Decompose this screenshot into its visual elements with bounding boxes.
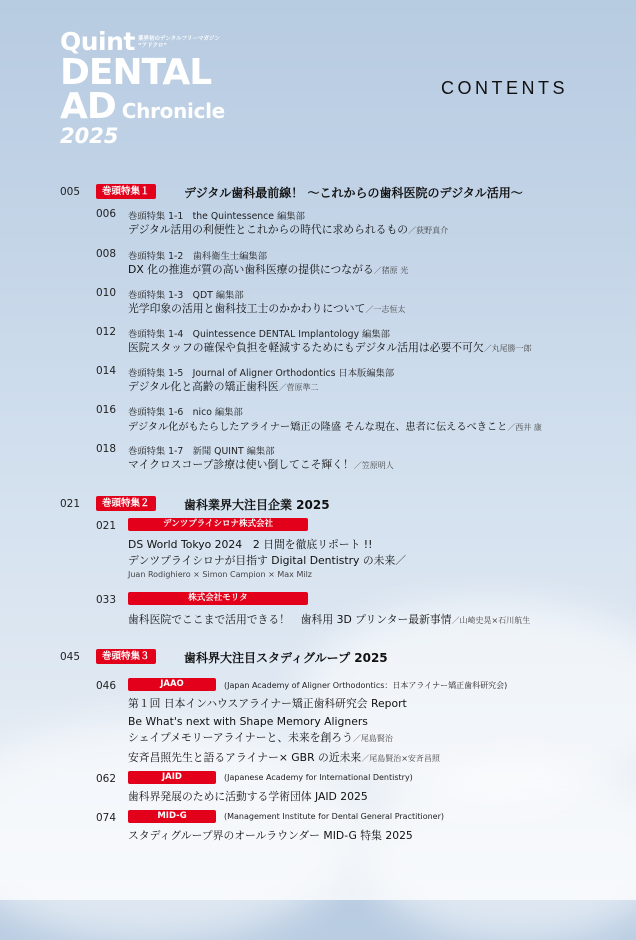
company-bar: 株式会社モリタ <box>128 592 308 605</box>
company-bar: デンツプライシロナ株式会社 <box>128 518 308 531</box>
section-title: デジタル歯科最前線！ ～これからの歯科医院のデジタル活用～ <box>184 186 523 200</box>
item-label: 巻頭特集 1-6 nico 編集部 <box>128 407 243 418</box>
item-title: マイクロスコープ診療は使い倒してこそ輝く！／笠原明人 <box>128 458 394 471</box>
logo-ad: AD <box>60 86 116 127</box>
item-author: ／丸尾勝一郎 <box>483 344 532 353</box>
item-label: 巻頭特集 1-1 the Quintessence 編集部 <box>128 211 305 222</box>
item-page-number: 074 <box>96 812 117 824</box>
item-authors: Juan Rodighiero × Simon Campion × Max Milz <box>128 570 312 579</box>
item-page-number: 008 <box>96 248 117 260</box>
item-page-number: 016 <box>96 404 117 416</box>
item-page-number: 012 <box>96 326 117 338</box>
item-author: ／菅原準二 <box>278 383 319 392</box>
item-title: 歯科医院でここまで活用できる！ 歯科用 3D プリンター最新事情／山崎史晃×石川航生 <box>128 613 531 626</box>
item-title: 安斉昌照先生と語るアライナー× GBR の近未来／尾島賢治×安斉昌照 <box>128 751 440 764</box>
contents-heading: CONTENTS <box>441 78 568 98</box>
logo-quint: Quint <box>60 27 135 56</box>
logo-ad-row <box>60 86 225 127</box>
item-title: 歯科界発展のために活動する学術団体 JAID 2025 <box>128 790 368 803</box>
item-author: ／尾島賢治 <box>352 734 393 743</box>
item-title: デジタル化がもたらしたアライナー矯正の隆盛 そんな現在、患者に伝えるべきこと／西井 康 <box>128 422 542 433</box>
item-title: 第１回 日本インハウスアライナー矯正歯科研究会 Report <box>128 697 407 710</box>
magazine-logo <box>60 28 225 148</box>
section-page-number: 005 <box>60 186 81 198</box>
item-page-number: 018 <box>96 443 117 455</box>
item-subtitle: シェイプメモリーアライナーと、未来を創ろう／尾島賢治 <box>128 731 393 744</box>
group-bar: MID-G <box>128 810 216 823</box>
item-title: DS World Tokyo 2024 2 日間を徹底リポート !! <box>128 538 373 551</box>
item-title: Be What's next with Shape Memory Aligners <box>128 715 368 728</box>
section-page-number: 021 <box>60 498 81 510</box>
group-full-name: (Japanese Academy for International Dentistry) <box>224 773 413 782</box>
item-title: 医院スタッフの確保や負担を軽減するためにもデジタル活用は必要不可欠／丸尾勝一郎 <box>128 341 532 354</box>
item-author: ／西井 康 <box>507 423 542 432</box>
item-author: ／山崎史晃×石川航生 <box>451 616 531 625</box>
item-title: 光学印象の活用と歯科技工士のかかわりについて／一志恒太 <box>128 302 406 315</box>
item-author: ／笠原明人 <box>353 461 394 470</box>
item-label: 巻頭特集 1-7 新聞 QUINT 編集部 <box>128 446 275 457</box>
item-subtitle: デンツプライシロナが目指す Digital Dentistry の未来／ <box>128 554 407 567</box>
item-page-number: 021 <box>96 520 117 532</box>
item-page-number: 010 <box>96 287 117 299</box>
item-page-number: 006 <box>96 208 117 220</box>
section-badge: 巻頭特集２ <box>96 496 156 511</box>
section-badge: 巻頭特集３ <box>96 649 156 664</box>
item-page-number: 033 <box>96 594 117 606</box>
section-page-number: 045 <box>60 651 81 663</box>
item-author: ／猪原 光 <box>373 266 409 275</box>
item-author: ／荻野真介 <box>408 226 449 235</box>
item-label: 巻頭特集 1-2 歯科衛生士編集部 <box>128 251 267 262</box>
section-title: 歯科業界大注目企業 2025 <box>184 498 330 512</box>
item-page-number: 062 <box>96 773 117 785</box>
item-label: 巻頭特集 1-3 QDT 編集部 <box>128 290 244 301</box>
item-page-number: 046 <box>96 680 117 692</box>
item-page-number: 014 <box>96 365 117 377</box>
item-title: DX 化の推進が質の高い歯科医療の提供につながる／猪原 光 <box>128 263 409 276</box>
group-full-name: (Japan Academy of Aligner Orthodontics：日本アライナー矯正歯科研究会) <box>224 681 508 690</box>
logo-chronicle: Chronicle <box>121 99 225 123</box>
group-bar: JAAO <box>128 678 216 691</box>
item-author: ／尾島賢治×安斉昌照 <box>361 754 440 763</box>
group-bar: JAID <box>128 771 216 784</box>
logo-tagline: 業界初のデンタルフリーマガジン “アドクロ” <box>138 36 220 49</box>
item-title: デジタル活用の利便性とこれからの時代に求められるもの／荻野真介 <box>128 223 449 236</box>
logo-year: 2025 <box>60 124 119 148</box>
item-label: 巻頭特集 1-4 Quintessence DENTAL Implantology 編集部 <box>128 329 390 340</box>
item-label: 巻頭特集 1-5 Journal of Aligner Orthodontics 日本版編集部 <box>128 368 395 379</box>
item-title: スタディグループ界のオールラウンダー MID-G 特集 2025 <box>128 829 413 842</box>
item-title: デジタル化と高齢の矯正歯科医／菅原準二 <box>128 380 319 393</box>
section-title: 歯科界大注目スタディグループ 2025 <box>184 651 388 665</box>
logo-dental: DENTAL <box>60 52 212 93</box>
section-badge: 巻頭特集１ <box>96 184 156 199</box>
item-author: ／一志恒太 <box>365 305 406 314</box>
group-full-name: (Management Institute for Dental General Practitioner) <box>224 812 444 821</box>
